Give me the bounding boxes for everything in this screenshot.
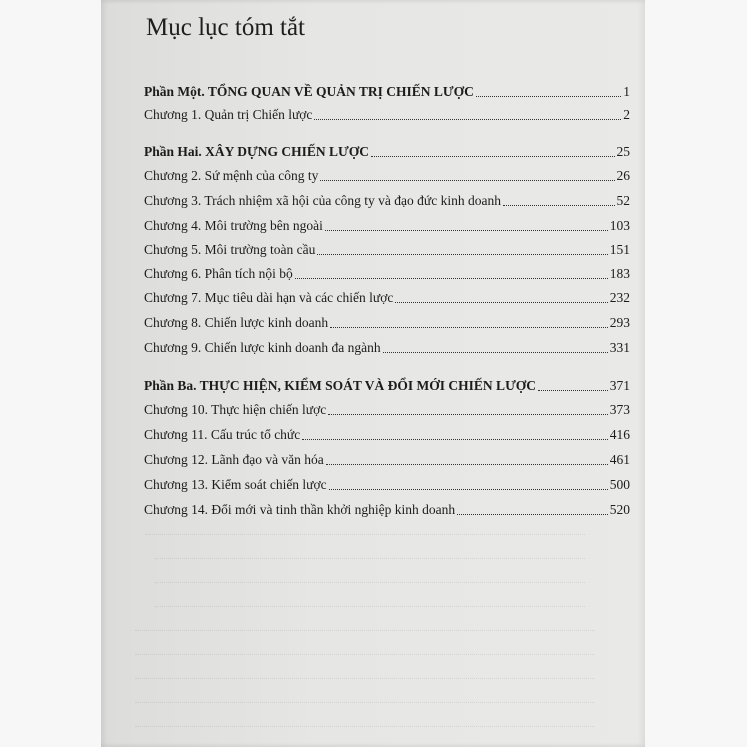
- toc-entry-chapter-1[interactable]: [144, 101, 630, 123]
- dot-leader: [457, 514, 608, 515]
- dot-leader: [295, 278, 608, 279]
- dot-leader: [371, 156, 614, 157]
- dot-leader: [325, 230, 608, 231]
- toc-entry-page: 331: [609, 340, 630, 355]
- toc-entry-chapter-14[interactable]: [144, 496, 630, 518]
- toc-entry-chapter-7[interactable]: [144, 284, 630, 306]
- toc-entry-page: 103: [609, 218, 630, 233]
- dot-leader: [476, 96, 621, 97]
- toc-entry-page: 151: [609, 242, 630, 257]
- toc-entry-chapter-2[interactable]: [144, 162, 630, 184]
- toc-entry-chapter-13[interactable]: [144, 471, 630, 493]
- toc-entry-label: Chương 12. Lãnh đạo và văn hóa: [144, 452, 324, 467]
- dot-leader: [329, 489, 608, 490]
- toc-entry-chapter-9[interactable]: [144, 334, 630, 356]
- dot-leader: [314, 119, 621, 120]
- toc-entry-page: 25: [616, 144, 630, 159]
- toc-entry-part-1[interactable]: [144, 78, 630, 100]
- toc-entry-chapter-8[interactable]: [144, 309, 630, 331]
- toc-entry-page: 1: [623, 84, 630, 99]
- toc-entry-label: Chương 4. Môi trường bên ngoài: [144, 218, 323, 233]
- toc-entry-chapter-11[interactable]: [144, 421, 630, 443]
- toc-entry-label: Chương 14. Đổi mới và tinh thần khởi nghiệp kinh doanh: [144, 502, 456, 517]
- dot-leader: [330, 327, 608, 328]
- toc-entry-page: 461: [609, 452, 630, 467]
- toc-entry-label: Chương 9. Chiến lược kinh doanh đa ngành: [144, 340, 381, 355]
- toc-entry-page: 416: [609, 427, 630, 442]
- dot-leader: [538, 390, 608, 391]
- toc-entry-page: 183: [609, 266, 630, 281]
- toc-entry-chapter-12[interactable]: [144, 446, 630, 468]
- toc-entry-label: Chương 1. Quản trị Chiến lược: [144, 107, 313, 122]
- toc-entry-label: Phần Hai. XÂY DỰNG CHIẾN LƯỢC: [144, 144, 370, 159]
- dot-leader: [328, 414, 608, 415]
- toc-entry-page: 2: [623, 107, 630, 122]
- toc-entry-label: Phần Một. TỔNG QUAN VỀ QUẢN TRỊ CHIẾN LƯỢC: [144, 84, 474, 99]
- toc-entry-label: Chương 8. Chiến lược kinh doanh: [144, 315, 329, 330]
- toc-entry-page: 293: [609, 315, 630, 330]
- toc-entry-label: Chương 10. Thực hiện chiến lược: [144, 402, 327, 417]
- toc-entry-label: Chương 3. Trách nhiệm xã hội của công ty và đạo đức kinh doanh: [144, 193, 501, 208]
- toc-entry-chapter-10[interactable]: [144, 396, 630, 418]
- dot-leader: [383, 352, 608, 353]
- toc-entry-label: Chương 13. Kiểm soát chiến lược: [144, 477, 327, 492]
- toc-entry-label: Chương 5. Môi trường toàn cầu: [144, 242, 316, 257]
- page-title: Mục lục tóm tắt: [146, 14, 305, 41]
- dot-leader: [395, 302, 607, 303]
- toc-entry-page: 371: [609, 378, 630, 393]
- dot-leader: [317, 254, 607, 255]
- toc-entry-part-2[interactable]: [144, 138, 630, 160]
- toc-entry-part-3[interactable]: [144, 372, 630, 394]
- toc-entry-page: 52: [616, 193, 630, 208]
- toc-entry-page: 232: [609, 290, 630, 305]
- toc-entry-page: 500: [609, 477, 630, 492]
- toc-entry-label: Chương 11. Cấu trúc tổ chức: [144, 427, 301, 442]
- dot-leader: [326, 464, 608, 465]
- toc-entry-label: Chương 2. Sứ mệnh của công ty: [144, 168, 319, 183]
- dot-leader: [320, 180, 614, 181]
- dot-leader: [503, 205, 615, 206]
- toc-entry-chapter-5[interactable]: [144, 236, 630, 258]
- toc-entry-chapter-4[interactable]: [144, 212, 630, 234]
- toc-entry-chapter-3[interactable]: [144, 187, 630, 209]
- dot-leader: [302, 439, 608, 440]
- toc-entry-page: 520: [609, 502, 630, 517]
- toc-entry-label: Phần Ba. THỰC HIỆN, KIỂM SOÁT VÀ ĐỔI MỚI CHIẾN LƯỢC: [144, 378, 537, 393]
- toc-entry-label: Chương 7. Mục tiêu dài hạn và các chiến lược: [144, 290, 394, 305]
- toc-entry-label: Chương 6. Phân tích nội bộ: [144, 266, 293, 281]
- toc-entry-page: 373: [609, 402, 630, 417]
- toc-entry-page: 26: [616, 168, 630, 183]
- toc-entry-chapter-6[interactable]: [144, 260, 630, 282]
